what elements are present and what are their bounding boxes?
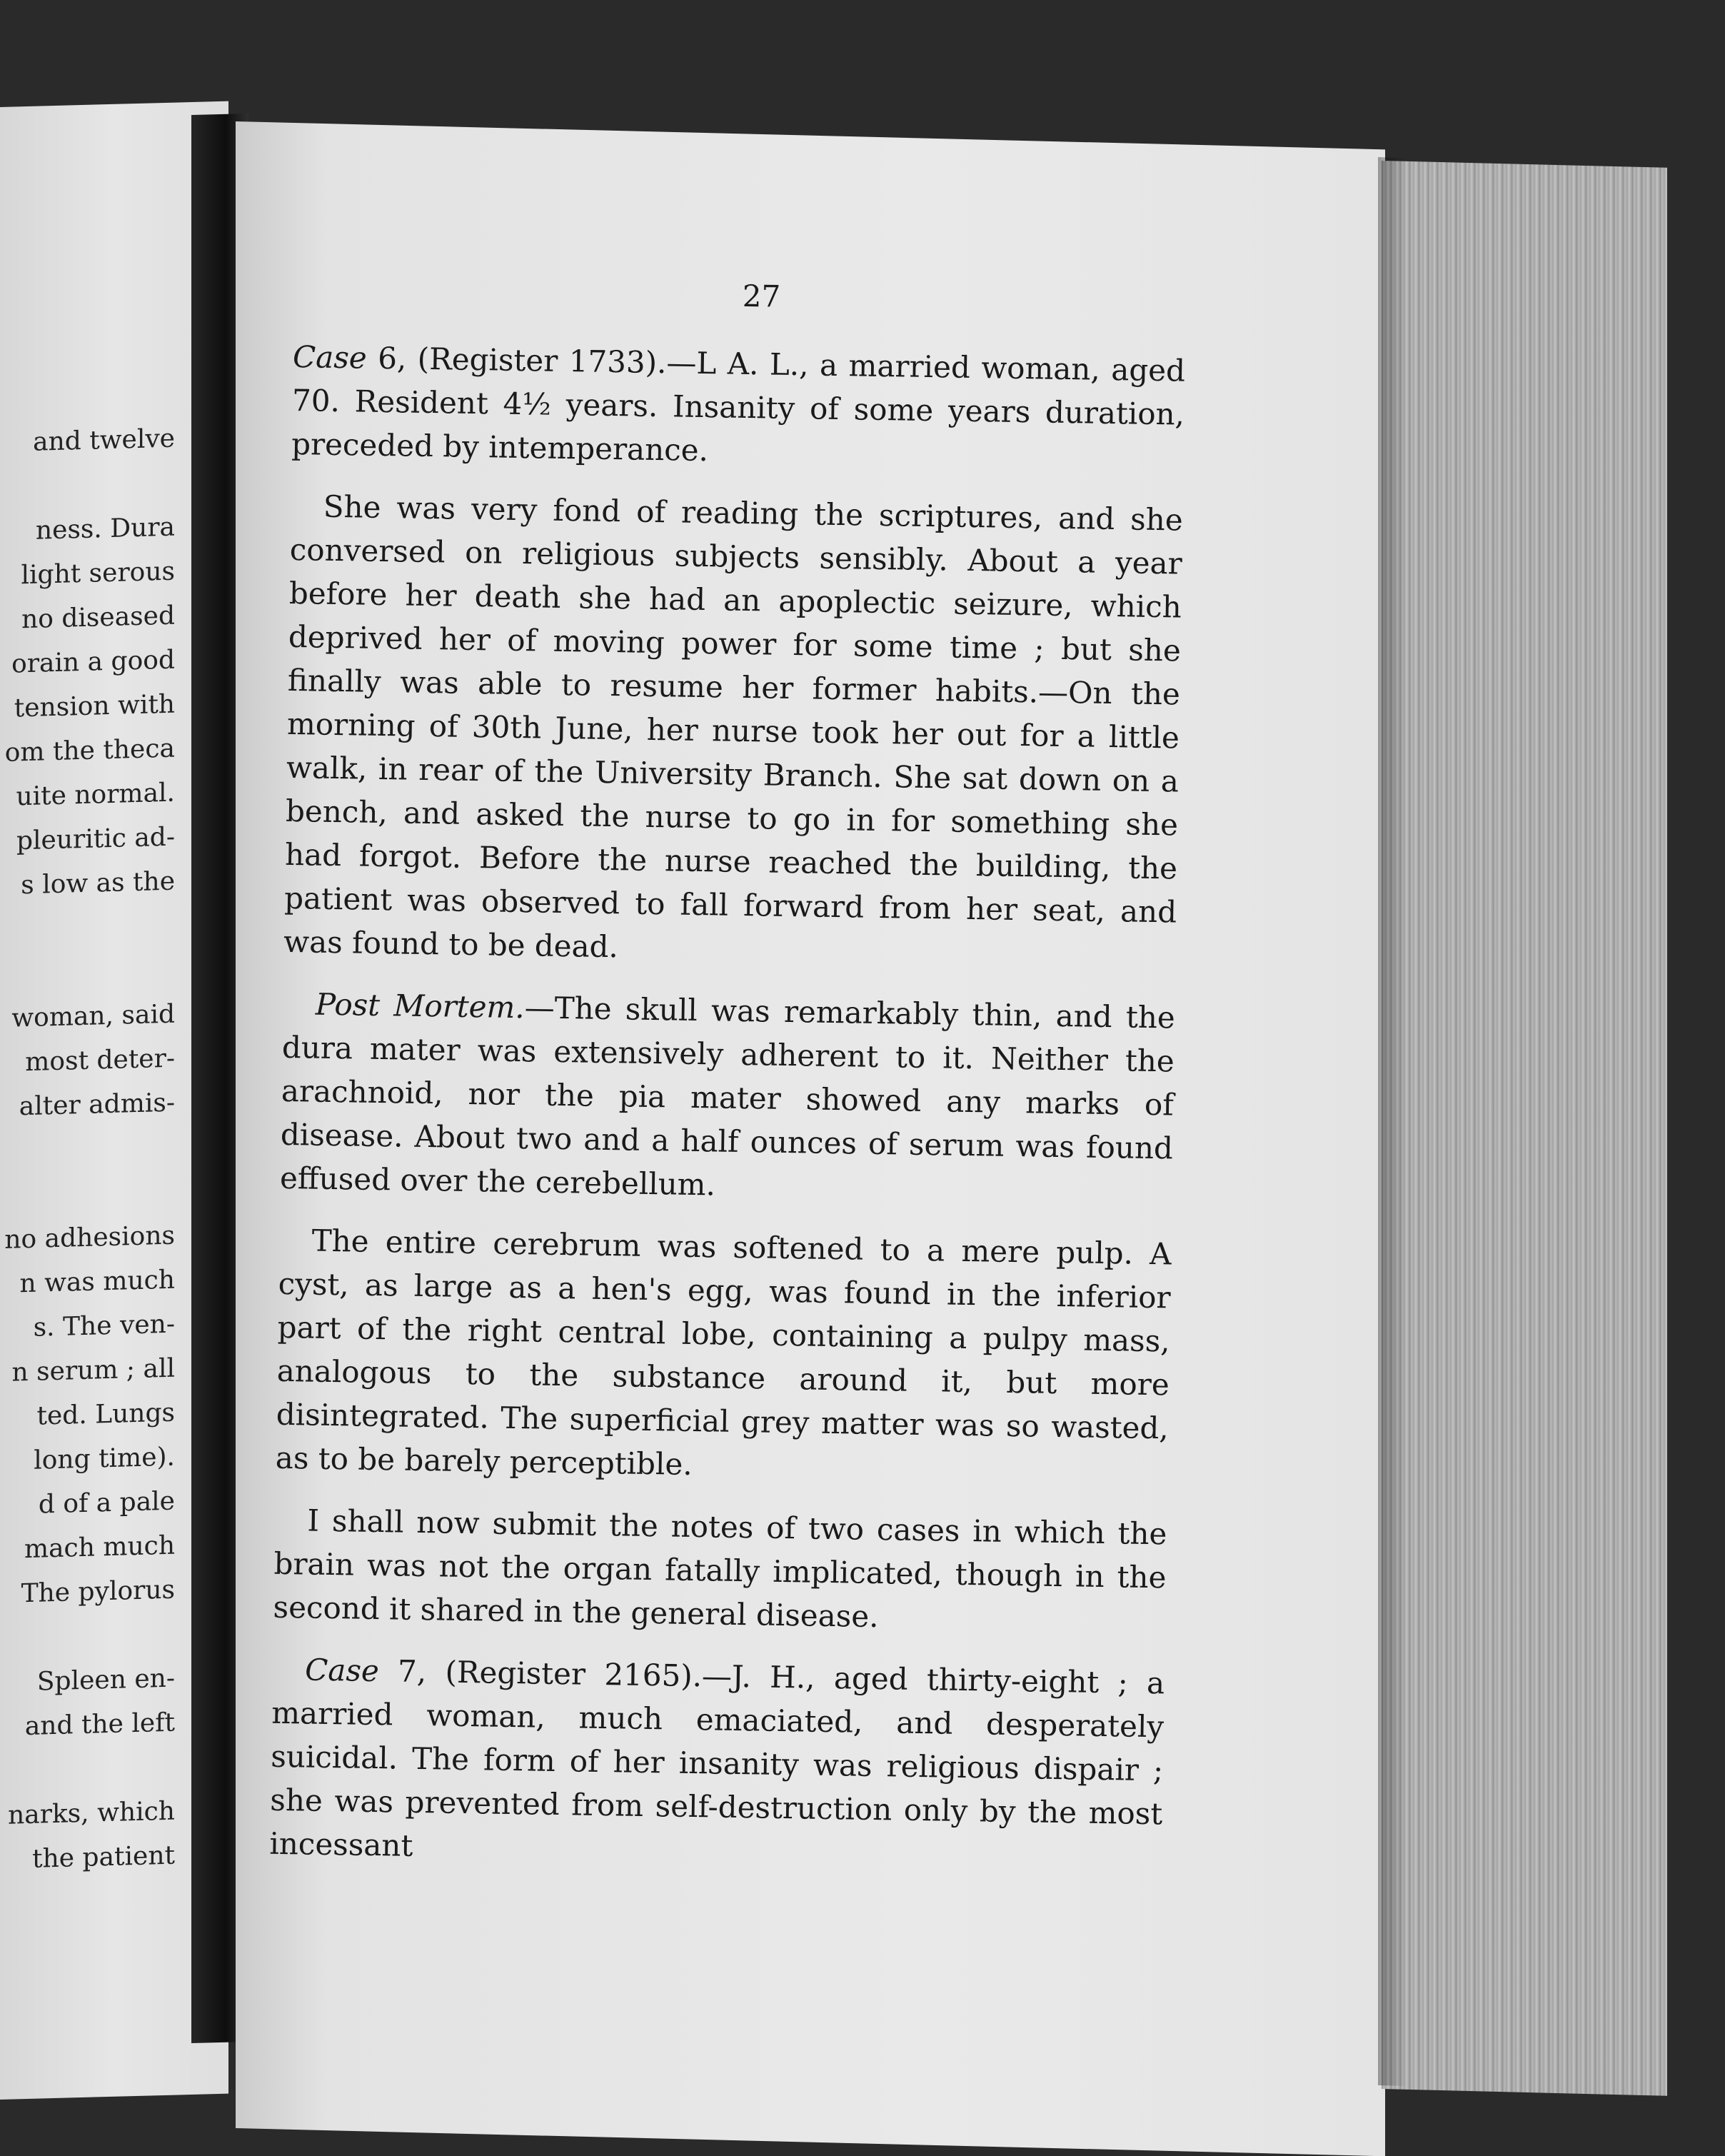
previous-page-line <box>0 904 175 953</box>
paragraph-text: 7, (Register 2165).—J. H., aged thirty-eight ; a married woman, much emaciated, and desperately suicidal. The form of her insanity was religious dispair ; she was prevented from self-destruction only by the most incessant <box>269 1653 1165 1863</box>
paragraph-history <box>283 484 1183 978</box>
previous-page-line: most deter- <box>25 1043 175 1078</box>
paragraph-case-7 <box>269 1648 1165 1880</box>
page-text-block <box>269 271 1187 1897</box>
previous-page-line: ted. Lungs <box>36 1398 175 1431</box>
previous-page-text <box>0 417 175 1882</box>
previous-page-line: n was much <box>19 1265 175 1299</box>
page-block-edge <box>1382 161 1667 2096</box>
previous-page-line: tension with <box>14 689 175 723</box>
previous-page-line: d of a pale <box>38 1486 175 1520</box>
paragraph-text: I shall now submit the notes of two cases in which the brain was not the organ fatally implicated, though in the second it shared in the general disease. <box>273 1503 1167 1635</box>
paragraph-text: The entire cerebrum was softened to a mere pulp. A cyst, as large as a hen's egg, was found in the inferior part of the right central lobe, containing a pulpy mass, analogous to the substance around it, but more disintegrated. The superficial grey matter was so wasted, as to be barely perceptible. <box>275 1223 1172 1482</box>
previous-page-line: s low as the <box>21 866 175 901</box>
previous-page-line <box>0 1745 175 1794</box>
paragraph-text: She was very fond of reading the scriptures, and she conversed on religious subjects sensibly. About a year before her death she had an apoplectic seizure, which deprived her of moving power for some time ; but she finally was able to resume her former habits.—On the morning of 30th June, her nurse took her out for a little walk, in rear of the University Branch. She sat down on a bench, and asked the nurse to go in for something she had forgot. Before the nurse reached the building, the patient was observed to fall forward from her seat, and was found to be dead. <box>283 488 1184 965</box>
previous-page-line: pleuritic ad- <box>16 822 175 856</box>
previous-page-line: orain a good <box>11 645 175 679</box>
previous-page-line: the patient <box>32 1840 175 1874</box>
paragraph-cerebrum <box>275 1218 1172 1494</box>
previous-page-line <box>0 1170 175 1218</box>
previous-page-line: Spleen en- <box>36 1663 175 1697</box>
previous-page-line <box>0 1613 175 1661</box>
previous-page-line: n serum ; all <box>11 1353 175 1388</box>
previous-page-line <box>0 1125 175 1174</box>
paragraph-lead: Case <box>304 1652 380 1689</box>
previous-page-line: woman, said <box>11 999 175 1033</box>
page-edge-shadow <box>1378 157 1407 2086</box>
previous-page-line <box>0 461 175 510</box>
previous-page-line: s. The ven- <box>33 1309 175 1343</box>
previous-page-line: The pylorus <box>21 1575 175 1609</box>
previous-page-line <box>0 948 175 997</box>
paragraph-lead: Case <box>292 339 368 376</box>
previous-page-line: narks, which <box>8 1796 175 1830</box>
paragraph-post-mortem <box>280 982 1176 1214</box>
previous-page-line: uite normal. <box>16 778 175 812</box>
previous-page-line: no diseased <box>21 601 175 635</box>
previous-page-line: long time). <box>34 1442 175 1475</box>
paragraph-transition <box>273 1498 1167 1643</box>
previous-page-line: light serous <box>21 556 175 591</box>
page-number: 27 <box>742 278 781 314</box>
previous-page-line: no adhesions <box>4 1220 175 1255</box>
paragraph-lead: Post Mortem. <box>315 986 525 1026</box>
previous-page-line: mach much <box>24 1530 175 1565</box>
previous-page-line: and the left <box>24 1708 175 1742</box>
paragraph-text: 6, (Register 1733).—L A. L., a married woman, aged 70. Resident 4½ years. Insanity of some years duration, preceded by intemperance. <box>291 340 1186 468</box>
previous-page-line: alter admis- <box>19 1088 175 1122</box>
paragraph-case-6 <box>291 335 1186 480</box>
previous-page-line: om the theca <box>4 733 175 768</box>
previous-page-line: ness. Dura <box>35 512 175 546</box>
paragraph-text: —The skull was remarkably thin, and the dura mater was extensively adherent to it. Neither the arachnoid, nor the pia mater showed any marks of disease. About two and a half ounces of serum was found effused over the cerebellum. <box>279 990 1176 1203</box>
previous-page-line: and twelve <box>33 423 175 457</box>
